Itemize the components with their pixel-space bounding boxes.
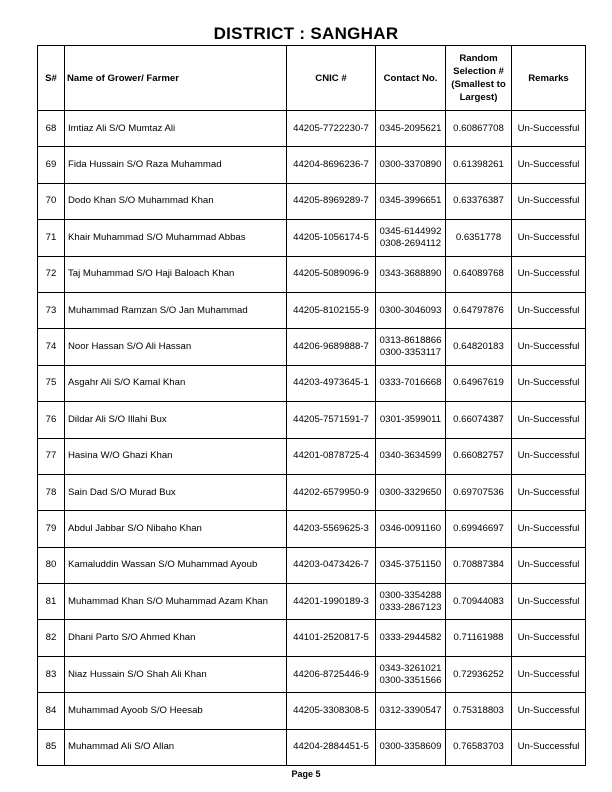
table-row <box>38 183 586 219</box>
phone-number: 0312-3390547 <box>379 704 442 716</box>
contact-cell <box>376 438 446 474</box>
serial-number-cell: 77 <box>38 438 65 474</box>
serial-number-cell: 71 <box>38 220 65 256</box>
cnic-cell: 44205-7571591-7 <box>287 402 376 438</box>
random-selection-cell: 0.69707536 <box>446 474 512 510</box>
contact-cell <box>376 693 446 729</box>
header-row <box>38 46 586 111</box>
table-row <box>38 292 586 328</box>
grower-name-cell: Khair Muhammad S/O Muhammad Abbas <box>65 220 287 256</box>
phone-number: 0343-3261021 <box>379 662 442 674</box>
phone-number: 0345-2095621 <box>379 122 442 134</box>
remarks-cell: Un-Successful <box>512 111 586 147</box>
phone-number: 0333-2944582 <box>379 632 442 644</box>
contact-cell <box>376 220 446 256</box>
table-row <box>38 220 586 256</box>
phone-number: 0300-3329650 <box>379 486 442 498</box>
contact-cell <box>376 329 446 365</box>
remarks-cell: Un-Successful <box>512 438 586 474</box>
cnic-cell: 44206-9689888-7 <box>287 329 376 365</box>
remarks-cell: Un-Successful <box>512 329 586 365</box>
serial-number-cell: 82 <box>38 620 65 656</box>
remarks-cell: Un-Successful <box>512 511 586 547</box>
cnic-cell: 44202-6579950-9 <box>287 474 376 510</box>
random-selection-cell: 0.64089768 <box>446 256 512 292</box>
serial-number-cell: 68 <box>38 111 65 147</box>
cnic-cell: 44205-5089096-9 <box>287 256 376 292</box>
remarks-cell: Un-Successful <box>512 256 586 292</box>
grower-name-cell: Noor Hassan S/O Ali Hassan <box>65 329 287 365</box>
cnic-cell: 44201-0878725-4 <box>287 438 376 474</box>
serial-number-cell: 80 <box>38 547 65 583</box>
random-selection-cell: 0.69946697 <box>446 511 512 547</box>
serial-number-cell: 73 <box>38 292 65 328</box>
random-selection-cell: 0.64820183 <box>446 329 512 365</box>
table-row <box>38 438 586 474</box>
contact-cell <box>376 147 446 183</box>
contact-cell <box>376 474 446 510</box>
table-row <box>38 256 586 292</box>
random-selection-cell: 0.66082757 <box>446 438 512 474</box>
header-sn: S# <box>38 46 65 111</box>
table-row <box>38 656 586 692</box>
random-selection-cell: 0.64797876 <box>446 292 512 328</box>
phone-number: 0300-3370890 <box>379 159 442 171</box>
serial-number-cell: 70 <box>38 183 65 219</box>
phone-number: 0300-3351566 <box>379 674 442 686</box>
phone-number: 0301-3599011 <box>379 413 442 425</box>
remarks-cell: Un-Successful <box>512 729 586 765</box>
table-row <box>38 365 586 401</box>
serial-number-cell: 74 <box>38 329 65 365</box>
phone-number: 0300-3358609 <box>379 741 442 753</box>
table-row <box>38 111 586 147</box>
phone-number: 0343-3688890 <box>379 268 442 280</box>
table-row <box>38 329 586 365</box>
cnic-cell: 44203-5569625-3 <box>287 511 376 547</box>
random-selection-cell: 0.6351778 <box>446 220 512 256</box>
grower-name-cell: Abdul Jabbar S/O Nibaho Khan <box>65 511 287 547</box>
cnic-cell: 44205-7722230-7 <box>287 111 376 147</box>
contact-cell <box>376 402 446 438</box>
random-selection-cell: 0.64967619 <box>446 365 512 401</box>
contact-cell <box>376 547 446 583</box>
phone-number: 0346-0091160 <box>379 522 442 534</box>
phone-number: 0345-3996651 <box>379 195 442 207</box>
random-selection-cell: 0.70944083 <box>446 584 512 620</box>
random-selection-cell: 0.60867708 <box>446 111 512 147</box>
cnic-cell: 44101-2520817-5 <box>287 620 376 656</box>
remarks-cell: Un-Successful <box>512 474 586 510</box>
cnic-cell: 44205-8969289-7 <box>287 183 376 219</box>
phone-number: 0300-3046093 <box>379 304 442 316</box>
random-selection-cell: 0.71161988 <box>446 620 512 656</box>
header-contact: Contact No. <box>376 46 446 111</box>
random-selection-cell: 0.72936252 <box>446 656 512 692</box>
remarks-cell: Un-Successful <box>512 620 586 656</box>
random-selection-cell: 0.61398261 <box>446 147 512 183</box>
table-row <box>38 402 586 438</box>
cnic-cell: 44201-1990189-3 <box>287 584 376 620</box>
cnic-cell: 44204-2884451-5 <box>287 729 376 765</box>
table-row <box>38 147 586 183</box>
contact-cell <box>376 256 446 292</box>
serial-number-cell: 79 <box>38 511 65 547</box>
table-row <box>38 474 586 510</box>
table-row <box>38 547 586 583</box>
contact-cell <box>376 511 446 547</box>
cnic-cell: 44203-0473426-7 <box>287 547 376 583</box>
grower-name-cell: Asgahr Ali S/O Kamal Khan <box>65 365 287 401</box>
contact-cell <box>376 183 446 219</box>
contact-cell <box>376 656 446 692</box>
remarks-cell: Un-Successful <box>512 147 586 183</box>
phone-number: 0333-7016668 <box>379 377 442 389</box>
cnic-cell: 44205-8102155-9 <box>287 292 376 328</box>
serial-number-cell: 83 <box>38 656 65 692</box>
phone-number: 0340-3634599 <box>379 450 442 462</box>
grower-name-cell: Muhammad Ramzan S/O Jan Muhammad <box>65 292 287 328</box>
header-cnic: CNIC # <box>287 46 376 111</box>
remarks-cell: Un-Successful <box>512 292 586 328</box>
serial-number-cell: 75 <box>38 365 65 401</box>
phone-number: 0333-2867123 <box>379 601 442 613</box>
cnic-cell: 44206-8725446-9 <box>287 656 376 692</box>
table-row <box>38 620 586 656</box>
page-number: Page 5 <box>291 769 321 779</box>
serial-number-cell: 78 <box>38 474 65 510</box>
cnic-cell: 44203-4973645-1 <box>287 365 376 401</box>
header-remarks: Remarks <box>512 46 586 111</box>
remarks-cell: Un-Successful <box>512 547 586 583</box>
grower-name-cell: Taj Muhammad S/O Haji Baloach Khan <box>65 256 287 292</box>
grower-name-cell: Muhammad Ali S/O Allan <box>65 729 287 765</box>
table-row <box>38 693 586 729</box>
phone-number: 0345-6144992 <box>379 225 442 237</box>
serial-number-cell: 72 <box>38 256 65 292</box>
random-selection-cell: 0.70887384 <box>446 547 512 583</box>
phone-number: 0300-3353117 <box>379 347 442 359</box>
contact-cell <box>376 729 446 765</box>
phone-number: 0300-3354288 <box>379 589 442 601</box>
remarks-cell: Un-Successful <box>512 220 586 256</box>
phone-number: 0313-8618866 <box>379 335 442 347</box>
phone-number: 0308-2694112 <box>379 237 442 249</box>
serial-number-cell: 84 <box>38 693 65 729</box>
remarks-cell: Un-Successful <box>512 183 586 219</box>
serial-number-cell: 85 <box>38 729 65 765</box>
grower-name-cell: Niaz Hussain S/O Shah Ali Khan <box>65 656 287 692</box>
grower-name-cell: Imtiaz Ali S/O Mumtaz Ali <box>65 111 287 147</box>
random-selection-cell: 0.76583703 <box>446 729 512 765</box>
cnic-cell: 44204-8696236-7 <box>287 147 376 183</box>
remarks-cell: Un-Successful <box>512 656 586 692</box>
grower-name-cell: Dodo Khan S/O Muhammad Khan <box>65 183 287 219</box>
random-selection-cell: 0.63376387 <box>446 183 512 219</box>
grower-name-cell: Muhammad Khan S/O Muhammad Azam Khan <box>65 584 287 620</box>
grower-name-cell: Hasina W/O Ghazi Khan <box>65 438 287 474</box>
header-random: Random Selection # (Smallest to Largest) <box>446 46 512 111</box>
cnic-cell: 44205-3308308-5 <box>287 693 376 729</box>
contact-cell <box>376 111 446 147</box>
remarks-cell: Un-Successful <box>512 365 586 401</box>
grower-name-cell: Sain Dad S/O Murad Bux <box>65 474 287 510</box>
contact-cell <box>376 584 446 620</box>
cnic-cell: 44205-1056174-5 <box>287 220 376 256</box>
random-selection-cell: 0.66074387 <box>446 402 512 438</box>
serial-number-cell: 81 <box>38 584 65 620</box>
table-row <box>38 584 586 620</box>
phone-number: 0345-3751150 <box>379 559 442 571</box>
contact-cell <box>376 365 446 401</box>
contact-cell <box>376 620 446 656</box>
grower-selection-table <box>37 45 586 766</box>
contact-cell <box>376 292 446 328</box>
grower-name-cell: Muhammad Ayoob S/O Heesab <box>65 693 287 729</box>
serial-number-cell: 76 <box>38 402 65 438</box>
table-row <box>38 729 586 765</box>
serial-number-cell: 69 <box>38 147 65 183</box>
grower-name-cell: Dildar Ali S/O Illahi Bux <box>65 402 287 438</box>
grower-name-cell: Kamaluddin Wassan S/O Muhammad Ayoub <box>65 547 287 583</box>
table-row <box>38 511 586 547</box>
remarks-cell: Un-Successful <box>512 584 586 620</box>
remarks-cell: Un-Successful <box>512 402 586 438</box>
header-name: Name of Grower/ Farmer <box>65 46 287 111</box>
page-title: DISTRICT : SANGHAR <box>213 24 399 43</box>
grower-name-cell: Fida Hussain S/O Raza Muhammad <box>65 147 287 183</box>
grower-name-cell: Dhani Parto S/O Ahmed Khan <box>65 620 287 656</box>
remarks-cell: Un-Successful <box>512 693 586 729</box>
random-selection-cell: 0.75318803 <box>446 693 512 729</box>
